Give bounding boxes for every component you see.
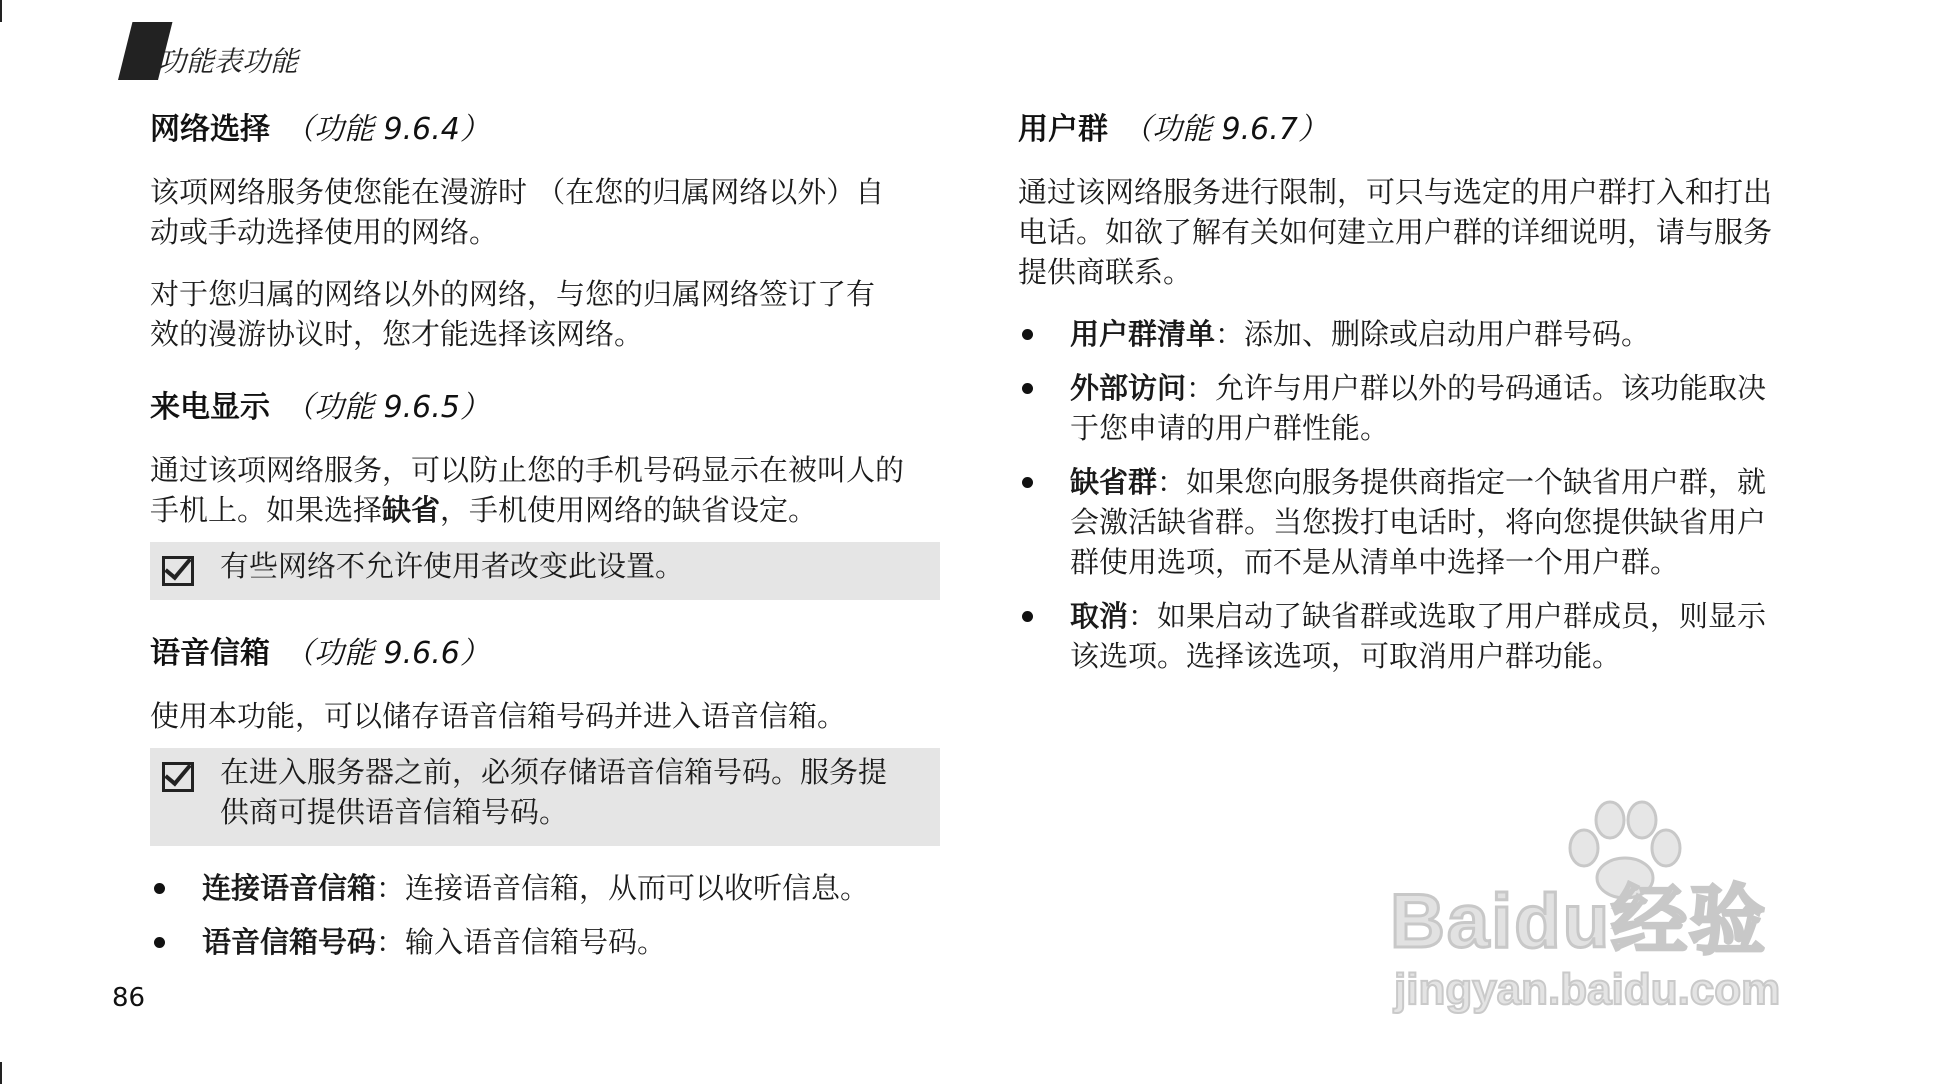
section-title-text: 网络选择 (150, 112, 270, 147)
paragraph-line: 提供商联系。 (1018, 255, 1193, 289)
bold-term: 缺省 (382, 493, 441, 527)
list-item-desc: 连接语音信箱，从而可以收听信息。 (405, 871, 870, 905)
list-item-desc: 添加、删除或启动用户群号码。 (1244, 317, 1651, 351)
list-item-separator: ： (1157, 465, 1187, 499)
list-item (150, 868, 940, 908)
paragraph-line: 该项网络服务使您能在漫游时 （在您的归属网络以外）自 (150, 175, 885, 209)
section-title-network-selection (150, 110, 940, 150)
list-item-desc: 群使用选项，而不是从清单中选择一个用户群。 (1070, 545, 1680, 579)
voicemail-options-list (150, 868, 940, 962)
function-ref: （功能 9.6.5） (284, 390, 490, 425)
baidu-watermark (1390, 800, 1850, 1020)
section-title-text: 语音信箱 (150, 636, 270, 671)
paragraph-line: 通过该网络服务进行限制，可只与选定的用户群打入和打出 (1018, 175, 1773, 209)
checkbox-note-icon (162, 762, 194, 792)
list-item-desc: 输入语音信箱号码。 (405, 925, 667, 959)
list-item-separator: ： (1128, 599, 1158, 633)
section-title-text: 用户群 (1018, 112, 1108, 147)
list-item-term: 取消 (1070, 599, 1129, 633)
user-group-options-list (1018, 314, 1808, 676)
paragraph-line: 动或手动选择使用的网络。 (150, 215, 499, 249)
paragraph (1018, 172, 1808, 292)
list-item-desc: 该选项。选择该选项，可取消用户群功能。 (1070, 639, 1622, 673)
list-item-separator: ： (1215, 317, 1245, 351)
list-item (1018, 462, 1808, 582)
note-text: 在进入服务器之前，必须存储语音信箱号码。服务提 (220, 755, 888, 789)
paragraph (150, 172, 940, 252)
right-column (1018, 110, 1808, 690)
paragraph (150, 450, 940, 530)
list-item-desc: 如果您向服务提供商指定一个缺省用户群，就 (1186, 465, 1767, 499)
list-item (1018, 314, 1808, 354)
paragraph-line: 对于您归属的网络以外的网络，与您的归属网络签订了有 (150, 277, 876, 311)
function-ref: （功能 9.6.4） (284, 112, 490, 147)
watermark-logo-text: Baidu经验 (1390, 879, 1768, 964)
paragraph (150, 274, 940, 354)
list-item-term: 连接语音信箱 (202, 871, 377, 905)
list-item-term: 外部访问 (1070, 371, 1187, 405)
list-item-desc: 允许与用户群以外的号码通话。该功能取决 (1215, 371, 1767, 405)
note-box (150, 748, 940, 846)
paragraph-line: 电话。如欲了解有关如何建立用户群的详细说明，请与服务 (1018, 215, 1773, 249)
list-item-separator: ： (376, 871, 406, 905)
list-item-desc: 如果启动了缺省群或选取了用户群成员，则显示 (1157, 599, 1767, 633)
note-text: 供商可提供语音信箱号码。 (220, 795, 569, 829)
paragraph-line: 效的漫游协议时，您才能选择该网络。 (150, 317, 644, 351)
list-item (1018, 368, 1808, 448)
note-text: 有些网络不允许使用者改变此设置。 (220, 549, 685, 583)
list-item (150, 922, 940, 962)
header-title: 功能表功能 (158, 45, 299, 78)
paragraph-line: 手机上。如果选择 (150, 493, 383, 527)
section-title-voicemail (150, 634, 940, 674)
list-item-term: 用户群清单 (1070, 317, 1216, 351)
paragraph: 使用本功能，可以储存语音信箱号码并进入语音信箱。 (150, 699, 847, 733)
watermark-url: jingyan.baidu.com (1394, 965, 1781, 1014)
list-item-separator: ： (376, 925, 406, 959)
list-item-term: 缺省群 (1070, 465, 1158, 499)
crop-mark-bottom (0, 1062, 2, 1084)
list-item-term: 语音信箱号码 (202, 925, 377, 959)
list-item-desc: 于您申请的用户群性能。 (1070, 411, 1390, 445)
function-ref: （功能 9.6.6） (284, 636, 490, 671)
function-ref: （功能 9.6.7） (1122, 112, 1328, 147)
left-column (150, 110, 940, 976)
page-number: 86 (112, 983, 146, 1013)
paragraph-line: 通过该项网络服务，可以防止您的手机号码显示在被叫人的 (150, 453, 905, 487)
list-item (1018, 596, 1808, 676)
list-item-desc: 会激活缺省群。当您拨打电话时，将向您提供缺省用户 (1070, 505, 1767, 539)
section-title-caller-id (150, 388, 940, 428)
checkbox-note-icon (162, 556, 194, 586)
note-box (150, 542, 940, 600)
section-title-user-group (1018, 110, 1808, 150)
crop-mark-top (0, 0, 2, 22)
section-title-text: 来电显示 (150, 390, 270, 425)
paragraph-line: ，手机使用网络的缺省设定。 (440, 493, 818, 527)
list-item-separator: ： (1186, 371, 1216, 405)
